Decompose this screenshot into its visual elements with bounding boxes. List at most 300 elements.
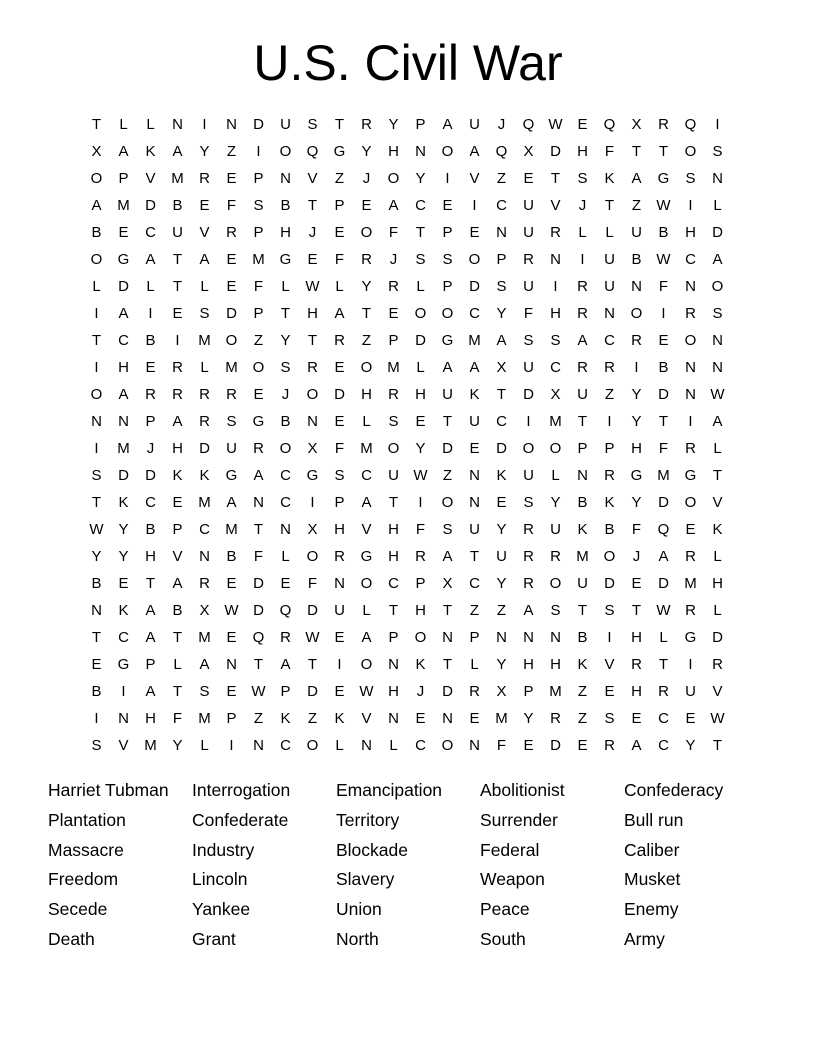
grid-letter: I bbox=[715, 116, 720, 133]
grid-letter: L bbox=[659, 629, 668, 646]
grid-letter: E bbox=[685, 710, 696, 727]
grid-letter: L bbox=[146, 278, 155, 295]
grid-letter: H bbox=[523, 656, 534, 673]
grid-letter: L bbox=[281, 548, 290, 565]
grid-letter: P bbox=[523, 683, 534, 700]
grid-letter: F bbox=[334, 251, 345, 268]
grid-letter: N bbox=[388, 710, 399, 727]
grid-letter: T bbox=[91, 332, 102, 349]
grid-letter: N bbox=[334, 575, 345, 592]
grid-letter: Z bbox=[469, 602, 480, 619]
grid-letter: F bbox=[631, 521, 642, 538]
grid-letter: A bbox=[361, 494, 372, 511]
grid-letter: I bbox=[94, 305, 99, 322]
grid-letter: Y bbox=[496, 305, 507, 322]
grid-letter: U bbox=[280, 116, 291, 133]
word-list-item: Lincoln bbox=[192, 869, 248, 890]
grid-letter: A bbox=[145, 629, 156, 646]
grid-row bbox=[83, 624, 731, 651]
grid-letter: H bbox=[631, 683, 642, 700]
grid-letter: B bbox=[172, 602, 183, 619]
grid-letter: Q bbox=[603, 116, 616, 133]
grid-letter: S bbox=[199, 305, 210, 322]
grid-letter: E bbox=[685, 521, 696, 538]
grid-letter: P bbox=[253, 170, 264, 187]
grid-letter: N bbox=[685, 278, 696, 295]
grid-letter: I bbox=[418, 494, 423, 511]
grid-letter: M bbox=[468, 332, 481, 349]
grid-letter: S bbox=[523, 494, 534, 511]
grid-letter: R bbox=[685, 440, 696, 457]
grid-letter: V bbox=[361, 710, 372, 727]
grid-letter: R bbox=[577, 359, 588, 376]
grid-letter: R bbox=[469, 683, 480, 700]
grid-letter: Y bbox=[361, 143, 372, 160]
word-list-item: Army bbox=[624, 928, 665, 949]
grid-letter: Z bbox=[334, 170, 345, 187]
grid-letter: J bbox=[632, 548, 641, 565]
grid-letter: I bbox=[175, 332, 180, 349]
grid-letter: A bbox=[442, 116, 453, 133]
grid-letter: S bbox=[226, 413, 237, 430]
word-list-item: Musket bbox=[624, 869, 681, 890]
grid-letter: R bbox=[199, 413, 210, 430]
word-list-item: Interrogation bbox=[192, 780, 291, 800]
grid-letter: M bbox=[225, 521, 238, 538]
grid-letter: M bbox=[198, 332, 211, 349]
grid-letter: I bbox=[94, 710, 99, 727]
grid-letter: N bbox=[118, 710, 129, 727]
grid-letter: E bbox=[91, 656, 102, 673]
grid-letter: U bbox=[226, 440, 237, 457]
grid-letter: N bbox=[469, 467, 480, 484]
grid-letter: R bbox=[523, 575, 534, 592]
grid-letter: Y bbox=[172, 737, 183, 754]
grid-letter: D bbox=[712, 629, 723, 646]
grid-letter: L bbox=[551, 467, 560, 484]
grid-letter: L bbox=[173, 656, 182, 673]
grid-letter: B bbox=[577, 494, 588, 511]
grid-letter: V bbox=[118, 737, 129, 754]
grid-letter: X bbox=[199, 602, 210, 619]
grid-letter: O bbox=[414, 305, 427, 322]
grid-letter: T bbox=[442, 602, 453, 619]
grid-row bbox=[83, 138, 731, 165]
grid-letter: L bbox=[470, 656, 479, 673]
word-list-item: Freedom bbox=[48, 869, 119, 890]
grid-letter: L bbox=[713, 197, 722, 214]
grid-letter: P bbox=[415, 116, 426, 133]
grid-letter: O bbox=[225, 332, 238, 349]
grid-row bbox=[83, 597, 731, 624]
grid-letter: D bbox=[307, 683, 318, 700]
grid-letter: R bbox=[280, 629, 291, 646]
grid-letter: I bbox=[661, 305, 666, 322]
grid-letter: G bbox=[684, 629, 697, 646]
grid-letter: U bbox=[523, 467, 534, 484]
grid-letter: G bbox=[252, 413, 265, 430]
grid-letter: K bbox=[577, 656, 588, 673]
grid-letter: T bbox=[604, 197, 615, 214]
grid-letter: Q bbox=[495, 143, 508, 160]
grid-letter: E bbox=[415, 413, 426, 430]
grid-letter: M bbox=[144, 737, 157, 754]
grid-letter: R bbox=[658, 683, 669, 700]
grid-letter: U bbox=[523, 359, 534, 376]
grid-letter: W bbox=[656, 602, 671, 619]
grid-letter: K bbox=[604, 170, 615, 187]
grid-letter: A bbox=[172, 143, 183, 160]
grid-letter: P bbox=[577, 440, 588, 457]
grid-letter: U bbox=[604, 251, 615, 268]
grid-letter: N bbox=[712, 332, 723, 349]
grid-letter: C bbox=[469, 305, 480, 322]
grid-letter: S bbox=[685, 170, 696, 187]
grid-letter: T bbox=[361, 305, 372, 322]
word-list-item: Weapon bbox=[480, 869, 545, 890]
grid-letter: F bbox=[523, 305, 534, 322]
grid-letter: N bbox=[91, 413, 102, 430]
grid-letter: U bbox=[469, 413, 480, 430]
grid-letter: D bbox=[658, 575, 669, 592]
grid-row bbox=[83, 327, 731, 354]
grid-letter: O bbox=[90, 386, 103, 403]
grid-letter: Y bbox=[631, 494, 642, 511]
grid-letter: D bbox=[442, 440, 453, 457]
grid-letter: L bbox=[416, 278, 425, 295]
grid-letter: X bbox=[523, 143, 534, 160]
word-list-item: Confederacy bbox=[624, 780, 724, 800]
grid-letter: T bbox=[91, 494, 102, 511]
grid-letter: C bbox=[415, 737, 426, 754]
grid-row bbox=[83, 570, 731, 597]
grid-letter: S bbox=[442, 521, 453, 538]
grid-letter: L bbox=[713, 548, 722, 565]
grid-letter: N bbox=[415, 143, 426, 160]
grid-letter: T bbox=[442, 413, 453, 430]
grid-letter: O bbox=[441, 737, 454, 754]
grid-letter: P bbox=[118, 170, 129, 187]
grid-letter: O bbox=[549, 440, 562, 457]
grid-letter: D bbox=[550, 143, 561, 160]
grid-letter: L bbox=[335, 737, 344, 754]
grid-letter: X bbox=[496, 683, 507, 700]
grid-letter: G bbox=[279, 251, 292, 268]
grid-letter: M bbox=[495, 710, 508, 727]
grid-letter: T bbox=[280, 305, 291, 322]
grid-letter: M bbox=[387, 359, 400, 376]
grid-row bbox=[83, 192, 731, 219]
grid-row bbox=[83, 651, 731, 678]
grid-letter: A bbox=[199, 656, 210, 673]
grid-letter: J bbox=[578, 197, 587, 214]
grid-letter: Y bbox=[496, 521, 507, 538]
grid-letter: G bbox=[225, 467, 238, 484]
grid-letter: H bbox=[388, 521, 399, 538]
grid-letter: U bbox=[469, 521, 480, 538]
grid-letter: R bbox=[199, 575, 210, 592]
grid-letter: W bbox=[656, 197, 671, 214]
grid-letter: G bbox=[117, 656, 130, 673]
grid-letter: R bbox=[604, 737, 615, 754]
grid-letter: Y bbox=[685, 737, 696, 754]
grid-letter: N bbox=[685, 386, 696, 403]
grid-letter: D bbox=[253, 575, 264, 592]
grid-letter: H bbox=[550, 656, 561, 673]
grid-letter: N bbox=[496, 224, 507, 241]
grid-letter: Y bbox=[523, 710, 534, 727]
grid-letter: R bbox=[685, 602, 696, 619]
grid-letter: C bbox=[685, 251, 696, 268]
grid-letter: M bbox=[549, 413, 562, 430]
grid-letter: E bbox=[307, 251, 318, 268]
grid-letter: A bbox=[145, 683, 156, 700]
grid-letter: M bbox=[360, 440, 373, 457]
grid-letter: O bbox=[414, 629, 427, 646]
grid-letter: A bbox=[496, 332, 507, 349]
grid-letter: L bbox=[362, 413, 371, 430]
grid-letter: I bbox=[310, 494, 315, 511]
grid-letter: R bbox=[226, 224, 237, 241]
grid-letter: K bbox=[199, 467, 210, 484]
word-list-item: Peace bbox=[480, 899, 530, 920]
grid-letter: F bbox=[253, 278, 264, 295]
grid-letter: T bbox=[442, 656, 453, 673]
grid-letter: T bbox=[388, 494, 399, 511]
grid-letter: T bbox=[253, 656, 264, 673]
grid-letter: I bbox=[94, 359, 99, 376]
grid-letter: F bbox=[415, 521, 426, 538]
grid-letter: H bbox=[388, 548, 399, 565]
word-list-item: Death bbox=[48, 928, 95, 949]
grid-letter: A bbox=[631, 737, 642, 754]
grid-letter: O bbox=[387, 440, 400, 457]
grid-letter: W bbox=[224, 602, 239, 619]
grid-letter: G bbox=[333, 143, 346, 160]
grid-letter: E bbox=[442, 197, 453, 214]
grid-letter: U bbox=[496, 548, 507, 565]
grid-letter: O bbox=[711, 278, 724, 295]
grid-letter: P bbox=[388, 629, 399, 646]
grid-letter: R bbox=[199, 386, 210, 403]
grid-letter: T bbox=[631, 602, 642, 619]
word-list-item: Confederate bbox=[192, 809, 289, 830]
grid-letter: S bbox=[91, 737, 102, 754]
grid-letter: E bbox=[631, 575, 642, 592]
grid-letter: R bbox=[415, 548, 426, 565]
grid-letter: L bbox=[281, 278, 290, 295]
grid-letter: R bbox=[334, 548, 345, 565]
grid-letter: H bbox=[280, 224, 291, 241]
word-list-item: Plantation bbox=[48, 809, 126, 830]
grid-letter: L bbox=[713, 440, 722, 457]
grid-letter: O bbox=[468, 251, 481, 268]
grid-letter: L bbox=[200, 278, 209, 295]
grid-letter: N bbox=[469, 737, 480, 754]
grid-letter: A bbox=[469, 359, 480, 376]
grid-letter: X bbox=[631, 116, 642, 133]
grid-letter: N bbox=[577, 467, 588, 484]
grid-letter: V bbox=[469, 170, 480, 187]
grid-letter: N bbox=[361, 737, 372, 754]
grid-letter: N bbox=[226, 116, 237, 133]
grid-letter: C bbox=[280, 467, 291, 484]
grid-letter: O bbox=[549, 575, 562, 592]
grid-letter: Z bbox=[631, 197, 642, 214]
grid-letter: R bbox=[172, 386, 183, 403]
grid-letter: W bbox=[305, 278, 320, 295]
grid-letter: T bbox=[307, 656, 318, 673]
grid-letter: E bbox=[226, 170, 237, 187]
grid-letter: I bbox=[688, 197, 693, 214]
grid-letter: D bbox=[712, 224, 723, 241]
grid-letter: T bbox=[172, 251, 183, 268]
grid-row bbox=[83, 219, 731, 246]
grid-row bbox=[83, 462, 731, 489]
grid-letter: M bbox=[657, 467, 670, 484]
grid-letter: P bbox=[415, 575, 426, 592]
grid-letter: Z bbox=[361, 332, 372, 349]
grid-letter: M bbox=[198, 710, 211, 727]
grid-letter: R bbox=[577, 305, 588, 322]
grid-letter: A bbox=[145, 602, 156, 619]
grid-letter: E bbox=[334, 683, 345, 700]
grid-letter: D bbox=[253, 116, 264, 133]
grid-letter: E bbox=[172, 494, 183, 511]
grid-letter: I bbox=[607, 413, 612, 430]
page-title: U.S. Civil War bbox=[253, 35, 563, 91]
grid-letter: H bbox=[415, 602, 426, 619]
word-list-item: South bbox=[480, 928, 526, 949]
grid-letter: I bbox=[607, 629, 612, 646]
grid-letter: K bbox=[469, 386, 480, 403]
grid-letter: F bbox=[253, 548, 264, 565]
grid-letter: T bbox=[172, 683, 183, 700]
grid-letter: R bbox=[226, 386, 237, 403]
grid-letter: X bbox=[442, 575, 453, 592]
grid-letter: U bbox=[685, 683, 696, 700]
grid-letter: C bbox=[280, 737, 291, 754]
grid-letter: H bbox=[388, 143, 399, 160]
grid-letter: J bbox=[497, 116, 506, 133]
grid-letter: R bbox=[631, 656, 642, 673]
grid-letter: F bbox=[658, 440, 669, 457]
grid-letter: O bbox=[279, 440, 292, 457]
grid-letter: Y bbox=[91, 548, 102, 565]
grid-letter: L bbox=[389, 737, 398, 754]
grid-letter: V bbox=[172, 548, 183, 565]
grid-letter: B bbox=[172, 197, 183, 214]
word-list-item: Emancipation bbox=[336, 780, 443, 800]
grid-letter: S bbox=[604, 710, 615, 727]
grid-letter: C bbox=[280, 494, 291, 511]
grid-letter: N bbox=[226, 656, 237, 673]
grid-letter: F bbox=[307, 575, 318, 592]
grid-letter: O bbox=[252, 359, 265, 376]
grid-letter: B bbox=[658, 224, 669, 241]
grid-letter: X bbox=[550, 386, 561, 403]
grid-letter: S bbox=[550, 332, 561, 349]
grid-letter: A bbox=[631, 170, 642, 187]
grid-letter: I bbox=[553, 278, 558, 295]
grid-letter: T bbox=[307, 332, 318, 349]
grid-letter: Z bbox=[253, 710, 264, 727]
grid-letter: B bbox=[145, 332, 156, 349]
grid-letter: D bbox=[118, 278, 129, 295]
grid-letter: N bbox=[91, 602, 102, 619]
grid-letter: I bbox=[256, 143, 261, 160]
grid-letter: H bbox=[685, 224, 696, 241]
grid-letter: L bbox=[362, 602, 371, 619]
grid-letter: M bbox=[198, 494, 211, 511]
grid-row bbox=[83, 489, 731, 516]
grid-letter: Q bbox=[684, 116, 697, 133]
grid-letter: E bbox=[118, 575, 129, 592]
grid-letter: H bbox=[577, 143, 588, 160]
grid-letter: N bbox=[550, 629, 561, 646]
grid-letter: D bbox=[442, 683, 453, 700]
grid-letter: R bbox=[685, 305, 696, 322]
word-list-item: Secede bbox=[48, 899, 108, 920]
grid-letter: O bbox=[306, 548, 319, 565]
grid-letter: T bbox=[658, 143, 669, 160]
grid-letter: D bbox=[199, 440, 210, 457]
grid-letter: E bbox=[577, 737, 588, 754]
grid-letter: B bbox=[604, 521, 615, 538]
grid-letter: Q bbox=[657, 521, 670, 538]
grid-letter: T bbox=[658, 413, 669, 430]
grid-letter: G bbox=[630, 467, 643, 484]
grid-letter: W bbox=[251, 683, 266, 700]
grid-letter: X bbox=[496, 359, 507, 376]
grid-letter: E bbox=[496, 494, 507, 511]
grid-letter: D bbox=[334, 386, 345, 403]
grid-letter: A bbox=[361, 629, 372, 646]
grid-row bbox=[83, 111, 731, 138]
grid-letter: E bbox=[145, 359, 156, 376]
grid-letter: N bbox=[712, 170, 723, 187]
grid-letter: R bbox=[253, 440, 264, 457]
grid-letter: P bbox=[388, 332, 399, 349]
grid-letter: I bbox=[94, 440, 99, 457]
grid-letter: M bbox=[225, 359, 238, 376]
grid-letter: L bbox=[335, 278, 344, 295]
grid-letter: A bbox=[280, 656, 291, 673]
grid-letter: J bbox=[389, 251, 398, 268]
grid-letter: E bbox=[604, 683, 615, 700]
grid-letter: X bbox=[91, 143, 102, 160]
grid-letter: L bbox=[416, 359, 425, 376]
grid-letter: E bbox=[280, 575, 291, 592]
grid-letter: C bbox=[550, 359, 561, 376]
grid-letter: T bbox=[91, 629, 102, 646]
grid-letter: G bbox=[657, 170, 670, 187]
grid-letter: J bbox=[281, 386, 290, 403]
grid-letter: D bbox=[604, 575, 615, 592]
grid-letter: E bbox=[226, 251, 237, 268]
grid-row bbox=[83, 732, 731, 759]
grid-letter: Z bbox=[496, 170, 507, 187]
grid-letter: Q bbox=[522, 116, 535, 133]
grid-letter: C bbox=[496, 413, 507, 430]
grid-letter: W bbox=[413, 467, 428, 484]
grid-letter: D bbox=[145, 197, 156, 214]
grid-letter: S bbox=[523, 332, 534, 349]
grid-letter: T bbox=[712, 467, 723, 484]
grid-letter: Z bbox=[226, 143, 237, 160]
grid-letter: T bbox=[658, 656, 669, 673]
grid-letter: D bbox=[658, 494, 669, 511]
